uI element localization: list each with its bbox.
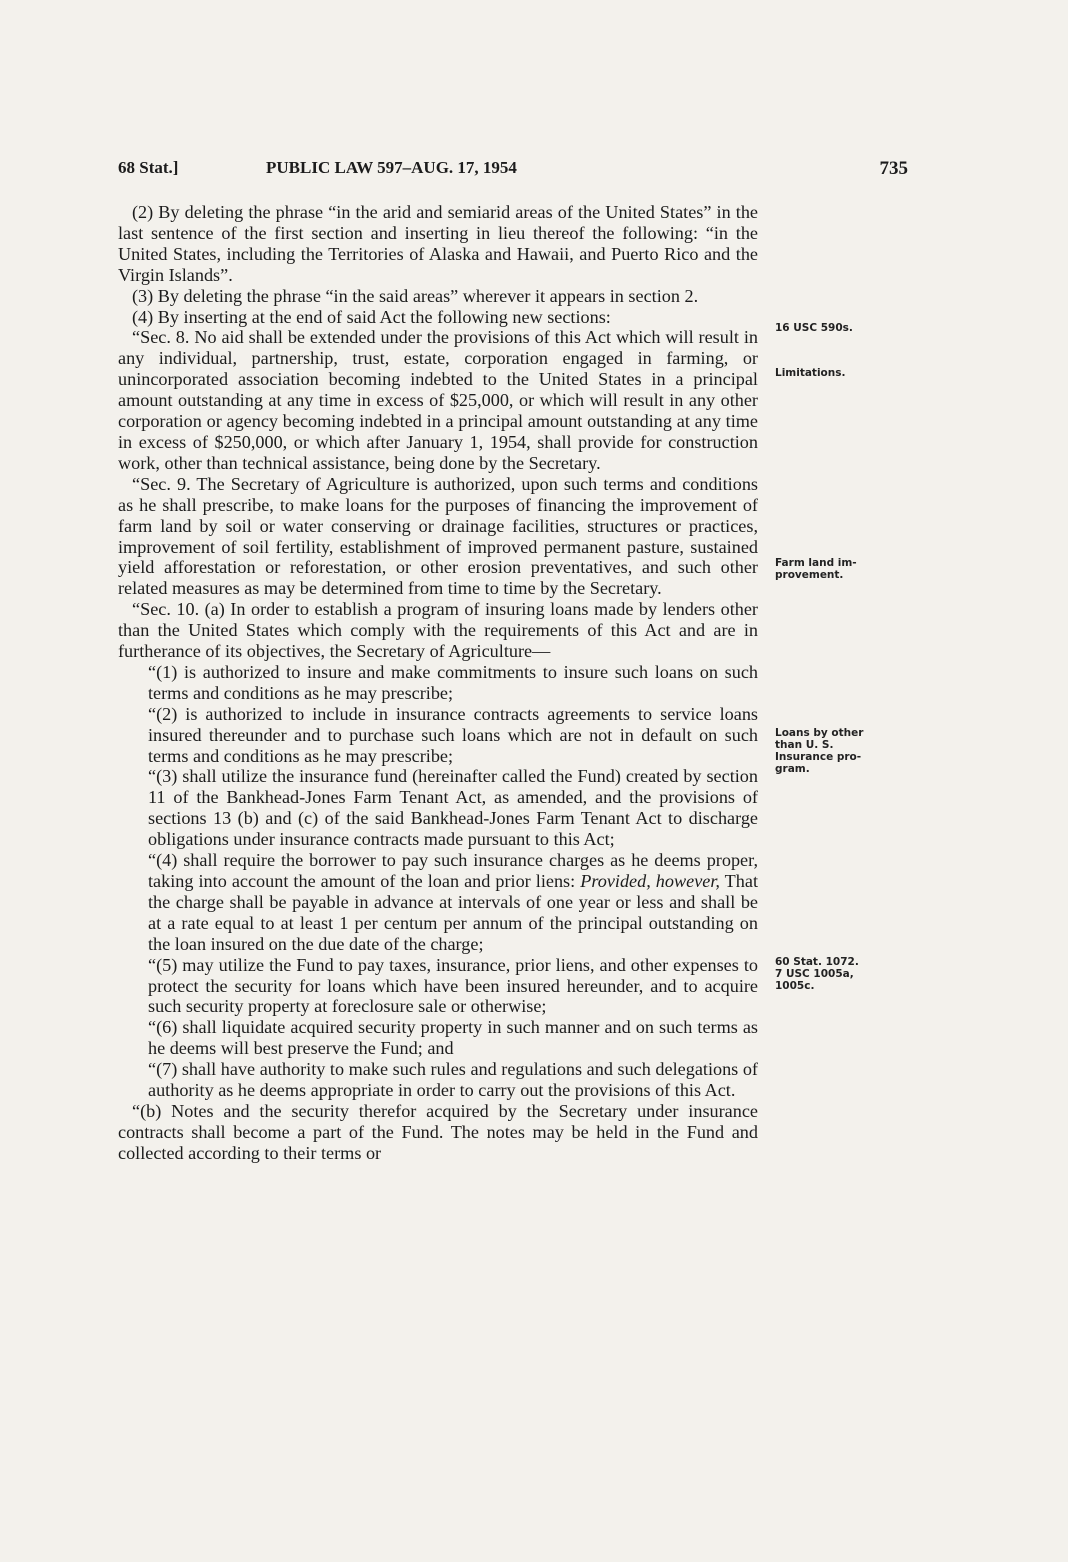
paragraph: (3) By deleting the phrase “in the said areas” wherever it appears in section 2. [132,285,699,306]
statute-volume: 68 Stat.] [118,158,179,177]
section-8: “Sec. 8. No aid shall be extended under the provisions of this Act which will result in any individual, partnership, trust, estate, corporation engaged in farming, or unincorporated association becoming indebted to the United States in a principal amount outstanding at any time in excess of $25,000, or which will result in any other corporation or agency becoming indebted in a principal amount outstanding at any time in excess of $250,000, or which after January 1, 1954, shall provide for construction work, other than technical assistance, being done by the Secretary. [118,327,758,473]
clause-1: “(1) is authorized to insure and make commitments to insure such loans on such terms and conditions as he may prescribe; [148,661,758,703]
page-number: 735 [879,158,908,179]
clause-4 [148,850,758,955]
margin-note-farm-land: Farm land im- provement. [775,557,857,581]
paragraph: (2) By deleting the phrase “in the arid and semiarid areas of the United States” in the last sentence of the first section and inserting in lieu thereof the following: “in the United States, including the Territories of Alaska and Hawaii, and Puerto Rico and the Virgin Islands”. [118,202,758,285]
clause-3: “(3) shall utilize the insurance fund (hereinafter called the Fund) created by section 11 of the Bankhead-Jones Farm Tenant Act, as amended, and the provisions of sections 13 (b) and (c) of the said Bankhead-Jones Farm Tenant Act to discharge obligations under insurance contracts made pursuant to this Act; [148,766,758,850]
margin-note-stat-citation: 60 Stat. 1072. 7 USC 1005a, 1005c. [775,956,859,992]
margin-note-citation: 16 USC 590s. [775,322,853,334]
clause-6: “(6) shall liquidate acquired security property in such manner and on such terms as he deems will best preserve the Fund; and [148,1017,758,1059]
clause-4-text: “(4) shall require the borrower to pay such insurance charges as he deems proper, taking into account the amount of the loan and prior liens: [148,850,758,891]
statute-text [118,202,758,1164]
section-9: “Sec. 9. The Secretary of Agriculture is authorized, upon such terms and conditions as he shall prescribe, to make loans for the purposes of financing the improvement of farm land by soil or water conserving or drainage facilities, structures or practices, improvement of soil fertility, establishment of improved permanent pasture, sustained yield afforestation or reforestation, or other erosion preventatives, and such other related measures as may be determined from time to time by the Secretary. [118,473,758,599]
section-10b: “(b) Notes and the security therefor acquired by the Secretary under insurance contracts shall become a part of the Fund. The notes may be held in the Fund and collected according to their terms or [118,1100,758,1163]
clause-5: “(5) may utilize the Fund to pay taxes, insurance, prior liens, and other expenses to protect the security for loans which have been insured hereunder, and to acquire such security property at foreclosure sale or otherwise; [148,954,758,1017]
running-title: PUBLIC LAW 597–AUG. 17, 1954 [266,158,517,177]
proviso-italic: Provided, however, [580,871,720,891]
section-10a: “Sec. 10. (a) In order to establish a program of insuring loans made by lenders other than the United States which comply with the requirements of this Act and are in furtherance of its objectives, the Secretary of Agriculture— [118,599,758,662]
page-header [118,158,908,184]
paragraph: (4) By inserting at the end of said Act the following new sections: [132,306,611,327]
clause-4-rest: That the charge shall be payable in advance at intervals of one year or less and shall be at a rate equal to at least 1 per centum per annum of the principal outstanding on the loan insured on the due date of the charge; [148,871,758,954]
margin-note-limitations: Limitations. [775,367,846,379]
clause-7: “(7) shall have authority to make such rules and regulations and such delegations of authority as he deems appropriate in order to carry out the provisions of this Act. [148,1059,758,1101]
clause-2: “(2) is authorized to include in insurance contracts agreements to service loans insured thereunder and to purchase such loans which are not in default on such terms and conditions as he may prescribe; [148,703,758,766]
margin-note-loans: Loans by other than U. S. Insurance pro- gram. [775,727,864,775]
